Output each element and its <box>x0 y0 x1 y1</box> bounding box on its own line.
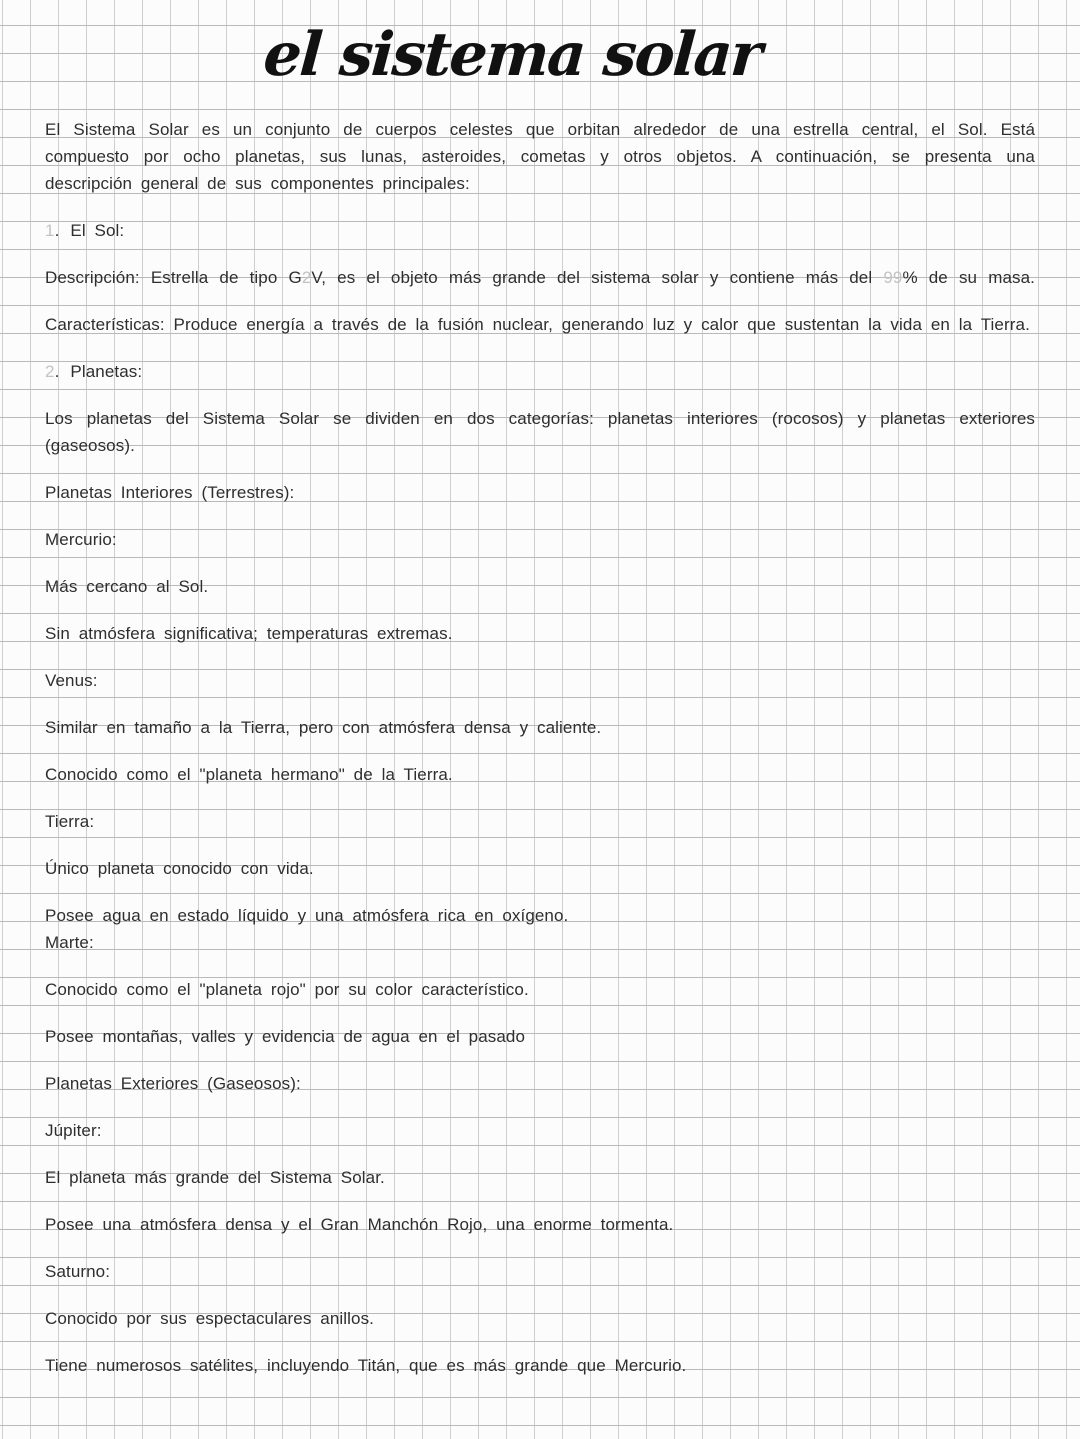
paragraph: Conocido por sus espectaculares anillos. <box>45 1309 375 1328</box>
paragraph: El Sistema Solar es un conjunto de cuerpos celestes que orbitan alrededor de una estrella central, el Sol. Está compuesto por ocho planetas, sus lunas, asteroides, cometas y otros objetos. A continuación, se presenta una descripción general de sus componentes principales: <box>45 120 1035 193</box>
gray-digit: 9 <box>883 268 893 287</box>
paragraph: Similar en tamaño a la Tierra, pero con atmósfera densa y caliente. <box>45 718 602 737</box>
paragraph: Júpiter: <box>45 1121 102 1140</box>
document-body <box>0 116 1080 1379</box>
paragraph: Los planetas del Sistema Solar se dividen en dos categorías: planetas interiores (rocosos) y planetas exteriores (gaseosos). <box>45 409 1035 455</box>
paragraph: Posee agua en estado líquido y una atmósfera rica en oxígeno. Marte: <box>45 906 569 952</box>
paragraph: Posee montañas, valles y evidencia de agua en el pasado <box>45 1027 526 1046</box>
paragraph: 2. Planetas: <box>45 358 1035 385</box>
paragraph: Sin atmósfera significativa; temperaturas extremas. <box>45 624 453 643</box>
paragraph: Tierra: <box>45 812 95 831</box>
paragraph: Planetas Interiores (Terrestres): <box>45 483 295 502</box>
paragraph: Más cercano al Sol. <box>45 577 209 596</box>
paragraph: Único planeta conocido con vida. <box>45 859 314 878</box>
paragraph: El planeta más grande del Sistema Solar. <box>45 1168 385 1187</box>
gray-digit: 1 <box>45 221 55 240</box>
paragraph: 1. El Sol: <box>45 217 1035 244</box>
paragraph: Conocido como el "planeta hermano" de la Tierra. <box>45 765 453 784</box>
paragraph: Descripción: Estrella de tipo G2V, es el objeto más grande del sistema solar y contiene más del 99% de su masa. <box>45 268 1035 287</box>
paragraph: Características: Produce energía a través de la fusión nuclear, generando luz y calor que sustentan la vida en la Tierra. <box>45 315 1030 334</box>
page-title: el sistema solar <box>261 20 763 90</box>
list-number: 2. <box>45 362 60 381</box>
paragraph: Mercurio: <box>45 530 117 549</box>
gray-digit: 2 <box>45 362 55 381</box>
gray-digit: 2 <box>301 268 312 287</box>
paragraph: Tiene numerosos satélites, incluyendo Titán, que es más grande que Mercurio. <box>45 1356 687 1375</box>
paragraph: Venus: <box>45 671 98 690</box>
paragraph: Planetas Exteriores (Gaseosos): <box>45 1074 301 1093</box>
list-number: 1. <box>45 221 60 240</box>
paragraph: Conocido como el "planeta rojo" por su color característico. <box>45 980 529 999</box>
paragraph: Posee una atmósfera densa y el Gran Manchón Rojo, una enorme tormenta. <box>45 1215 674 1234</box>
gray-digit: 9 <box>892 268 903 287</box>
paragraph: Saturno: <box>45 1262 111 1281</box>
